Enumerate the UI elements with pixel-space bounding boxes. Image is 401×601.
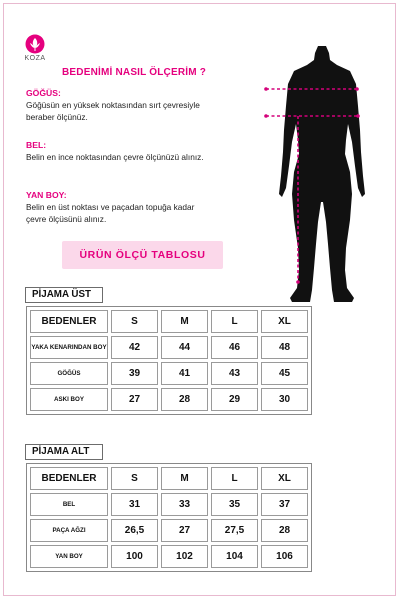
- side-length-title: YAN BOY:: [26, 190, 67, 200]
- top-table-label-text: PİJAMA ÜST: [32, 289, 91, 300]
- table-row: [30, 545, 308, 568]
- column-header: M: [161, 310, 208, 333]
- top-size-table: [26, 306, 312, 415]
- table-cell: 45: [261, 362, 308, 385]
- waist-measure-section: [26, 140, 256, 163]
- bottom-size-table: [26, 463, 312, 572]
- chest-text-line-2: beraber ölçünüz.: [26, 112, 88, 122]
- side-length-text-line-1: Belin en üst noktası ve paçadan topuğa kadar: [26, 202, 195, 212]
- column-header: S: [111, 310, 158, 333]
- column-header: BEDENLER: [30, 467, 108, 490]
- column-header: L: [211, 467, 258, 490]
- size-chart-badge: [62, 241, 223, 269]
- table-row: [30, 336, 308, 359]
- body-silhouette-icon: [262, 44, 382, 308]
- table-cell: 27,5: [211, 519, 258, 542]
- table-cell: 31: [111, 493, 158, 516]
- table-cell: 27: [111, 388, 158, 411]
- page-title: BEDENİMİ NASIL ÖLÇERİM ?: [62, 67, 207, 78]
- bottom-table-label: [25, 444, 103, 460]
- chest-measure-section: [26, 88, 256, 123]
- table-cell: 102: [161, 545, 208, 568]
- waist-title: BEL:: [26, 140, 47, 150]
- table-cell: 48: [261, 336, 308, 359]
- table-cell: 28: [161, 388, 208, 411]
- chest-title: GÖĞÜS:: [26, 88, 61, 98]
- table-cell: 35: [211, 493, 258, 516]
- table-cell: 26,5: [111, 519, 158, 542]
- table-row: [30, 519, 308, 542]
- body-silhouette: [262, 44, 382, 308]
- size-chart-title: ÜRÜN ÖLÇÜ TABLOSU: [79, 249, 206, 261]
- table-cell: 37: [261, 493, 308, 516]
- brand-name: KOZA: [24, 55, 46, 62]
- table-cell: 33: [161, 493, 208, 516]
- table-cell: 27: [161, 519, 208, 542]
- column-header: S: [111, 467, 158, 490]
- table-cell: 46: [211, 336, 258, 359]
- table-row: [30, 388, 308, 411]
- waist-text-line-1: Belin en ince noktasından çevre ölçünüzü alınız.: [26, 152, 204, 162]
- table-cell: 43: [211, 362, 258, 385]
- table-cell: 44: [161, 336, 208, 359]
- row-label: GÖĞÜS: [30, 362, 108, 385]
- table-cell: 29: [211, 388, 258, 411]
- column-header: XL: [261, 310, 308, 333]
- row-label: ASKI BOY: [30, 388, 108, 411]
- chest-text-line-1: Göğüsün en yüksek noktasından sırt çevresiyle: [26, 100, 200, 110]
- table-cell: 42: [111, 336, 158, 359]
- table-row: [30, 493, 308, 516]
- table-cell: 28: [261, 519, 308, 542]
- table-cell: 104: [211, 545, 258, 568]
- side-length-measure-section: [26, 190, 256, 225]
- side-length-text-line-2: çevre ölçüsünü alınız.: [26, 214, 107, 224]
- table-cell: 100: [111, 545, 158, 568]
- column-header: M: [161, 467, 208, 490]
- row-label: YAKA KENARINDAN BOY: [30, 336, 108, 359]
- column-header: L: [211, 310, 258, 333]
- cocoon-logo-icon: [25, 34, 45, 54]
- table-header-row: [30, 310, 308, 333]
- table-cell: 30: [261, 388, 308, 411]
- column-header: BEDENLER: [30, 310, 108, 333]
- row-label: PAÇA AĞZI: [30, 519, 108, 542]
- bottom-table-label-text: PİJAMA ALT: [32, 446, 90, 457]
- table-cell: 106: [261, 545, 308, 568]
- brand-logo: [24, 34, 46, 63]
- row-label: BEL: [30, 493, 108, 516]
- top-table-label: [25, 287, 103, 303]
- table-cell: 41: [161, 362, 208, 385]
- table-cell: 39: [111, 362, 158, 385]
- table-row: [30, 362, 308, 385]
- row-label: YAN BOY: [30, 545, 108, 568]
- column-header: XL: [261, 467, 308, 490]
- table-header-row: [30, 467, 308, 490]
